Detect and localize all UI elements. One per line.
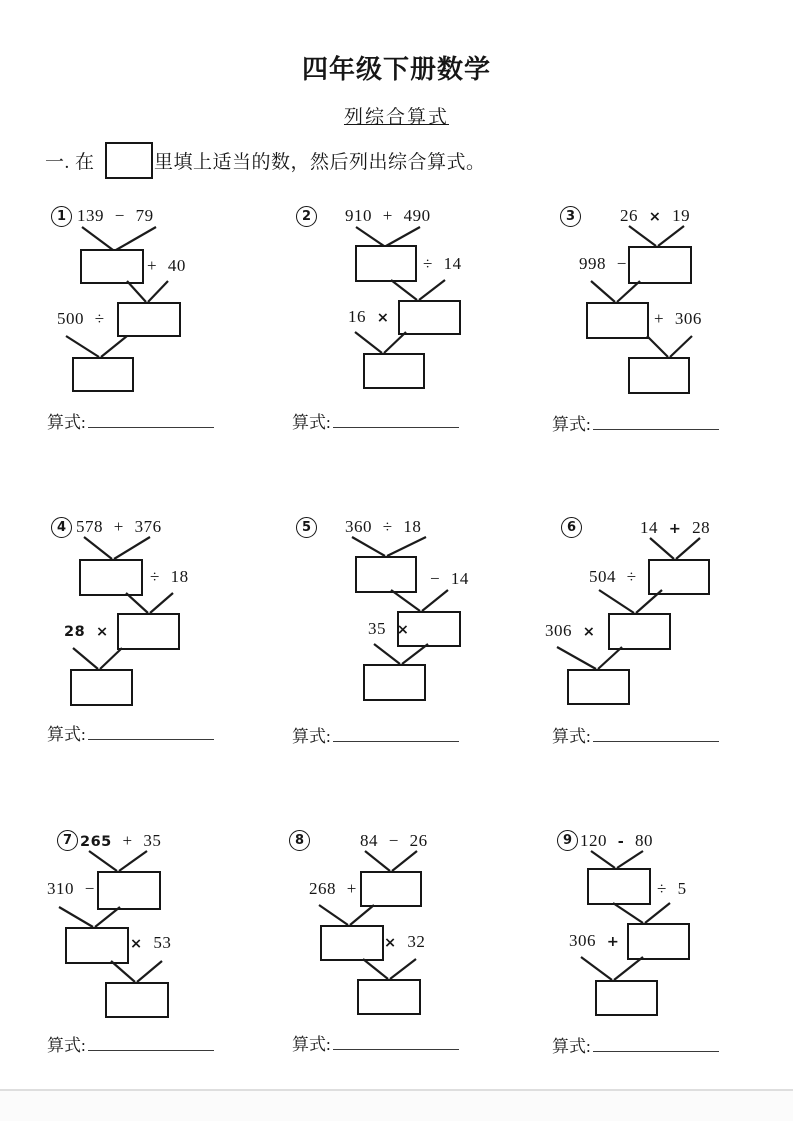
problem-9-op2: 306 +	[569, 931, 620, 950]
problem-2-v-connector-3	[355, 332, 406, 353]
problem-5-equation-blank[interactable]	[333, 725, 459, 742]
problem-7-answer-box-2[interactable]	[65, 927, 129, 964]
problem-3-top-expression: 26 × 19	[620, 206, 691, 225]
problem-8-top-expression: 84 − 26	[360, 831, 428, 850]
problem-5-equation-label: 算式:	[292, 727, 331, 746]
problem-6-top-expression: 14 + 28	[640, 518, 711, 537]
problem-7-number: 7	[57, 830, 78, 851]
problem-7-top-expression: 265 + 35	[80, 831, 162, 850]
problem-1-v-connector-1	[82, 227, 156, 250]
problem-4-equation-blank[interactable]	[88, 723, 214, 740]
problem-4-answer-box-1[interactable]	[79, 559, 143, 596]
problem-2-v-connector-1	[356, 227, 420, 246]
problem-9-equation-label: 算式:	[552, 1037, 591, 1056]
problem-9-answer-box-2[interactable]	[627, 923, 690, 960]
problem-4-equation-label: 算式:	[47, 725, 86, 744]
problem-6-v-connector-1	[650, 538, 700, 559]
problem-2-op1: ÷ 14	[423, 254, 462, 273]
problem-2-equation-blank[interactable]	[333, 411, 459, 428]
problem-6-equation-row	[552, 722, 719, 747]
problem-5-answer-box-3[interactable]	[363, 664, 426, 701]
problem-4-v-connector-2	[126, 593, 173, 613]
problem-6-answer-box-3[interactable]	[567, 669, 630, 705]
problem-8-equation-label: 算式:	[292, 1035, 331, 1054]
problem-7-answer-box-3[interactable]	[105, 982, 169, 1018]
problem-7-equation-blank[interactable]	[88, 1034, 214, 1051]
problem-3-v-connector-3	[647, 336, 692, 357]
problem-1-top-expression: 139 − 79	[77, 206, 154, 225]
problem-8-op2: × 32	[384, 932, 426, 951]
problem-6-number: 6	[561, 517, 582, 538]
problem-9-top-expression: 120 - 80	[580, 831, 654, 850]
problem-7-op1: 310 −	[47, 879, 95, 898]
problem-5-number: 5	[296, 517, 317, 538]
problem-2-answer-box-1[interactable]	[355, 245, 417, 282]
problem-4-v-connector-3	[73, 648, 122, 669]
problem-1-v-connector-3	[66, 336, 127, 357]
problem-7-equation-row	[47, 1031, 214, 1056]
page-subtitle: 列综合算式	[343, 107, 449, 128]
problem-7-v-connector-1	[89, 851, 147, 871]
problem-6-equation-label: 算式:	[552, 727, 591, 746]
problem-3-equation-blank[interactable]	[593, 413, 719, 430]
problem-3-equation-label: 算式:	[552, 415, 591, 434]
problem-3-op2: + 306	[654, 309, 702, 328]
next-page-margin	[0, 1091, 793, 1121]
problem-5-top-expression: 360 ÷ 18	[345, 517, 422, 536]
problem-3-number: 3	[560, 206, 581, 227]
problem-7-answer-box-1[interactable]	[97, 871, 161, 910]
problem-4-v-connector-1	[84, 537, 150, 559]
problem-8-answer-box-2[interactable]	[320, 925, 384, 961]
problem-6-op1: 504 ÷	[589, 567, 637, 586]
problem-3-v-connector-1	[629, 226, 684, 246]
problem-9-v-connector-3	[581, 957, 643, 980]
problem-4-answer-box-3[interactable]	[70, 669, 133, 706]
problem-6-v-connector-2	[599, 590, 662, 613]
problem-1-equation-blank[interactable]	[88, 411, 214, 428]
problem-8-v-connector-1	[365, 851, 417, 871]
problem-9-op1: ÷ 5	[657, 879, 687, 898]
problem-8-op1: 268 +	[309, 879, 357, 898]
problem-1-answer-box-3[interactable]	[72, 357, 134, 392]
problem-3-op1: 998 −	[579, 254, 627, 273]
problem-9-number: 9	[557, 830, 578, 851]
problem-2-answer-box-3[interactable]	[363, 353, 425, 389]
problem-3-equation-row	[552, 410, 719, 435]
problem-9-v-connector-1	[591, 851, 643, 868]
problem-4-op2: 28 ×	[64, 624, 109, 640]
problem-5-equation-row	[292, 722, 459, 747]
problem-2-equation-row	[292, 408, 459, 433]
problem-1-op2: 500 ÷	[57, 309, 105, 328]
problem-2-equation-label: 算式:	[292, 413, 331, 432]
page-title: 四年级下册数学	[301, 55, 491, 85]
problem-3-answer-box-2[interactable]	[586, 302, 649, 339]
problem-1-equation-row	[47, 408, 214, 433]
problem-2-number: 2	[296, 206, 317, 227]
problem-5-op1: − 14	[430, 569, 469, 588]
problem-4-op1: ÷ 18	[150, 567, 189, 586]
problem-7-op2: × 53	[130, 933, 172, 952]
problem-9-equation-blank[interactable]	[593, 1035, 719, 1052]
problem-2-top-expression: 910 + 490	[345, 206, 431, 225]
problem-9-v-connector-2	[613, 903, 670, 923]
problem-1-v-connector-2	[127, 281, 168, 302]
problem-1-answer-box-1[interactable]	[80, 249, 144, 284]
problem-8-v-connector-2	[319, 905, 374, 925]
problem-2-op2: 16 ×	[348, 307, 390, 326]
problem-5-v-connector-3	[374, 644, 428, 664]
problem-4-answer-box-2[interactable]	[117, 613, 180, 650]
problem-6-answer-box-2[interactable]	[608, 613, 671, 650]
problem-7-equation-label: 算式:	[47, 1036, 86, 1055]
problem-4-top-expression: 578 + 376	[76, 517, 162, 536]
problem-1-answer-box-2[interactable]	[117, 302, 181, 337]
problem-8-equation-blank[interactable]	[333, 1033, 459, 1050]
problem-9-answer-box-1[interactable]	[587, 868, 651, 905]
problem-3-answer-box-3[interactable]	[628, 357, 690, 394]
problem-8-equation-row	[292, 1030, 459, 1055]
instruction-suffix: 里填上适当的数，然后列出综合算式。	[154, 152, 486, 173]
problem-3-v-connector-2	[591, 281, 640, 302]
problem-2-v-connector-2	[391, 280, 445, 300]
problem-1-equation-label: 算式:	[47, 413, 86, 432]
problem-6-equation-blank[interactable]	[593, 725, 719, 742]
problem-9-answer-box-3[interactable]	[595, 980, 658, 1016]
problem-4-equation-row	[47, 720, 214, 745]
problem-8-number: 8	[289, 830, 310, 851]
problem-4-number: 4	[51, 517, 72, 538]
problem-1-number: 1	[51, 206, 72, 227]
problem-6-op2: 306 ×	[545, 621, 596, 640]
problem-8-v-connector-3	[363, 959, 416, 979]
problem-5-v-connector-1	[352, 537, 426, 556]
problem-8-answer-box-3[interactable]	[357, 979, 421, 1015]
problem-7-v-connector-3	[111, 961, 162, 982]
problem-7-v-connector-2	[59, 907, 120, 927]
instruction-prefix: 一. 在	[45, 152, 95, 173]
problem-5-v-connector-2	[391, 590, 448, 611]
problem-5-op2: 35 ×	[368, 619, 410, 638]
problem-2-answer-box-2[interactable]	[398, 300, 461, 335]
problem-9-equation-row	[552, 1032, 719, 1057]
problem-1-op1: + 40	[147, 256, 186, 275]
problem-3-answer-box-1[interactable]	[628, 246, 692, 284]
problem-8-answer-box-1[interactable]	[360, 871, 422, 907]
instruction-example-box	[105, 142, 153, 179]
problem-6-v-connector-3	[557, 647, 622, 669]
problem-5-answer-box-1[interactable]	[355, 556, 417, 593]
